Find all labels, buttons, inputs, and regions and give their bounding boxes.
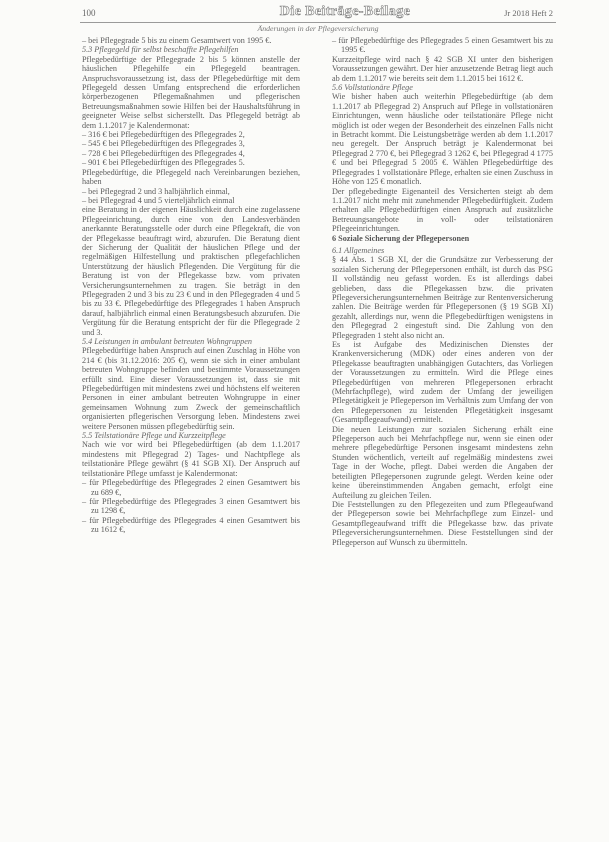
paragraph: Wie bisher haben auch weiterhin Pflegebedürftige (ab dem 1.1.2017 ab Pflegegrad 2) Anspruch auf Pflege in vollstationären Einrichtungen, wenn häusliche oder teilstationäre Pflege nicht möglich ist oder wegen der Besonderheit des einzelnen Falls nicht in Betracht kommt. Die Leistungsbeträge werden ab dem 1.1.2017 neu geregelt. Der Anspruch beträgt je Kalendermonat bei Pflegegrad 2 770 €, bei Pflegegrad 3 1262 €, bei Pflegegrad 4 1775 € und bei Pflegegrad 5 2005 €. Wählen Pflegebedürftige des Pflegegrades 1 vollstationäre Pflege, erhalten sie einen Zuschuss in Höhe von 125 € monatlich. — [332, 92, 553, 187]
section-heading-5-5: 5.5 Teilstationäre Pflege und Kurzzeitpflege — [82, 431, 226, 441]
list-item: – für Pflegebedürftige des Pflegegrades 4 einen Gesamtwert bis zu 1612 €, — [82, 515, 300, 535]
paragraph: § 44 Abs. 1 SGB XI, der die Grundsätze zur Verbesserung der sozialen Sicherung der Pflegepersonen enthält, ist durch das PSG II vollständig neu gefasst worden. Es ist allerdings dabei geblieben, dass die Pflegekassen bzw. die privaten Pflegeversicherungsunternehmen Beiträge zur Rentenversicherung zahlen. Die Beiträge werden für Pflegepersonen (§ 19 SGB XI) gezahlt, allerdings nur, wenn die Pflegebedürftigen wenigstens in den Pflegegrad 2 eingestuft sind. Die Zahlung von den Pflegegraden 1 steht also nicht an. — [332, 255, 553, 340]
left-column — [82, 36, 300, 535]
paragraph: eine Beratung in der eigenen Häuslichkeit durch eine zugelassene Pflegeeinrichtung, durch eine von den Landesverbänden anerkannte Beratungsstelle oder durch eine Pflegekraft, die von der Pflegekasse beauftragt wird, abzurufen. Die Beratung dient der Sicherung der Qualität der häuslichen Pflege und der regelmäßigen Hilfestellung und praktischen pflegefachlichen Unterstützung der häuslich Pflegenden. Die Vergütung für die Beratung ist von der Pflegekasse bzw. vom privaten Versicherungsunternehmen zu tragen. Sie beträgt in den Pflegegraden 2 und 3 bis zu 23 € und in den Pflegegraden 4 und 5 bis zu 33 €. Pflegebedürftige des Pflegegrades 1 haben Anspruch darauf, halbjährlich einmal einen Beratungsbesuch abzurufen. Die Vergütung für die Beratung entspricht der für die Pflegegrade 2 und 3. — [82, 205, 300, 337]
list-item: – für Pflegebedürftige des Pflegegrades 2 einen Gesamtwert bis zu 689 €, — [82, 478, 300, 497]
list-item: – 901 € bei Pflegebedürftigen des Pflegegrades 5. — [82, 158, 245, 168]
list-item: – bei Pflegegrade 5 bis zu einem Gesamtwert von 1995 €. — [82, 36, 272, 45]
issue-label: Jr 2018 Heft 2 — [504, 8, 553, 18]
list-item: – bei Pflegegrad 4 und 5 vierteljährlich einmal — [82, 195, 235, 205]
paragraph: Der pflegebedingte Eigenanteil des Versicherten steigt ab dem 1.1.2017 nicht mehr mit zunehmender Pflegebedürftigkeit. Zudem erhalten alle Pflegebedürftigen einen Anspruch auf zusätzliche Betreuungsangebote in voll- oder teilstationären Pflegeeinrichtungen. — [332, 186, 553, 234]
pflegegeld-list — [82, 130, 300, 168]
right-column — [332, 36, 553, 547]
paragraph: Pflegebedürftige der Pflegegrade 2 bis 5 können anstelle der häuslichen Pflegehilfe ein Pflegegeld beantragen. Anspruchsvoraussetzung ist, dass der Pflegebedürftige mit dem Pflegegeld dessen Umfang entsprechend die erforderlichen körperbezogenen Pflegemaßnahmen und pflegerischen Betreuungsmaßnahmen sowie Hilfen bei der Haushaltsführung in geeigneter Weise selbst sicherstellt. Das Pflegegeld beträgt ab dem 1.1.2017 je Kalendermonat: — [82, 54, 300, 130]
paragraph: Die neuen Leistungen zur sozialen Sicherung erhält eine Pflegeperson auch bei Mehrfachpflege nur, wenn sie einen oder mehrere pflegebedürftige Personen insgesamt mindestens zehn Stunden wöchentlich, verteilt auf regelmäßig mindestens zwei Tage in der Woche, pflegt. Dabei werden die Angaben der beteiligten Pflegepersonen zugrunde gelegt. Werden keine oder keine übereinstimmenden Angaben gemacht, erfolgt eine Aufteilung zu gleichen Teilen. — [332, 424, 553, 500]
section-heading-6: 6 Soziale Sicherung der Pflegepersonen — [332, 233, 470, 243]
list-item: – 545 € bei Pflegebedürftigen des Pflegegrades 3, — [82, 139, 245, 149]
list-item: – 728 € bei Pflegebedürftigen des Pflegegrades 4, — [82, 148, 245, 158]
paragraph: Die Feststellungen zu den Pflegezeiten und zum Pflegeaufwand der Pflegeperson sowie bei Mehrfachpflege zum Einzel- und Gesamtpflegeaufwand trifft die Pflegekasse bzw. das private Pflegeversicherungsunternehmen. Diese Feststellungen sind der Pflegeperson auf Wunsch zu übermitteln. — [332, 499, 553, 547]
paragraph: Es ist Aufgabe des Medizinischen Dienstes der Krankenversicherung (MDK) oder eines anderen von der Pflegekasse beauftragten unabhängigen Gutachters, das Vorliegen der Voraussetzungen zu ermitteln. Wird die Pflege eines Pflegebedürftigen von mehreren Pflegepersonen erbracht (Mehrfachpflege), wird zudem der Umfang der jeweiligen Pflegetätigkeit je Pflegeperson im Verhältnis zum Umfang der von den Pflegepersonen zu leistenden Pflegetätigkeit insgesamt (Gesamtpflegeaufwand) ermittelt. — [332, 340, 553, 425]
section-heading-6-1: 6.1 Allgemeines — [332, 245, 385, 255]
journal-title: Die Beiträge-Beilage — [279, 4, 411, 19]
page-number: 100 — [82, 8, 96, 18]
beratung-list — [82, 187, 300, 206]
section-heading-5-4: 5.4 Leistungen in ambulant betreuten Wohngruppen — [82, 337, 252, 346]
list-item: – für Pflegebedürftige des Pflegegrades 3 einen Gesamtwert bis zu 1298 €, — [82, 496, 300, 516]
list-item: – bei Pflegegrad 2 und 3 halbjährlich einmal, — [82, 186, 230, 196]
section-heading-5-6: 5.6 Vollstationäre Pflege — [332, 83, 413, 93]
teilstationaer-list — [82, 478, 300, 534]
paragraph: Kurzzeitpflege wird nach § 42 SGB XI unter den bisherigen Voraussetzungen gewährt. Der hier anzusetzende Betrag liegt auch ab dem 1.1.2017 wie bereits seit dem 1.1.2015 bei 1612 €. — [332, 54, 553, 83]
paragraph: Pflegebedürftige haben Anspruch auf einen Zuschlag in Höhe von 214 € (bis 31.12.2016: 205 €), wenn sie sich in einer ambulant betreuten Wohngruppe befinden und bestimmte Voraussetzungen erfüllt sind. Eine dieser Voraussetzungen ist, dass sie mit Pflegebedürftigen mit mindestens zwei und höchstens elf weiteren Personen in einer ambulant betreuten Wohngruppe in einer gemeinsamen Wohnung zum Zweck der gemeinschaftlich organisierten pflegerischen Versorgung leben. Mindestens zwei weitere Personen müssen pflegebedürftig sein. — [82, 346, 300, 431]
paragraph: Pflegebedürftige, die Pflegegeld nach Vereinbarungen beziehen, haben — [82, 167, 300, 187]
header-rule — [80, 22, 556, 23]
paragraph: Nach wie vor wird bei Pflegebedürftigen (ab dem 1.1.2017 mindestens mit Pflegegrad 2) Tages- und Nachtpflege als teilstationäre Pflege gewährt (§ 41 SGB XI). Der Anspruch auf teilstationäre Pflege umfasst je Kalendermonat: — [82, 440, 300, 478]
list-item: – 316 € bei Pflegebedürftigen des Pflegegrades 2, — [82, 130, 245, 140]
running-title: Änderungen in der Pflegeversicherung — [257, 24, 379, 33]
list-item: – für Pflegebedürftige des Pflegegrades 5 einen Gesamtwert bis zu 1995 €. — [332, 36, 553, 55]
section-heading-5-3: 5.3 Pflegegeld für selbst beschaffte Pflegehilfen — [82, 45, 239, 55]
